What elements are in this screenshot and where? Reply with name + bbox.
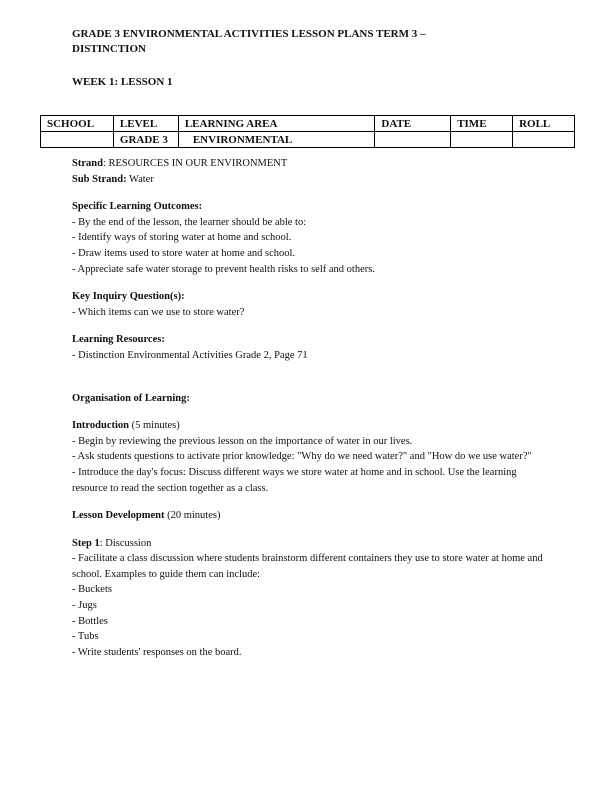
sub-strand-value: Water	[126, 173, 154, 185]
table-header-row	[41, 116, 575, 132]
list-item: - Jugs	[72, 600, 97, 612]
list-item: - Write students' responses on the board.	[72, 646, 242, 658]
resources-heading: Learning Resources:	[72, 334, 165, 346]
cell-roll	[513, 132, 575, 148]
introduction-heading: Introduction (5 minutes)	[72, 420, 180, 432]
list-item: - Ask students questions to activate prior knowledge: "Why do we need water?" and "How do we use water?"	[72, 451, 532, 463]
cell-level: GRADE 3	[113, 132, 178, 148]
sub-strand-line	[72, 172, 552, 188]
outcomes-heading: Specific Learning Outcomes:	[72, 201, 203, 213]
list-item: - Draw items used to store water at home and school.	[72, 247, 296, 259]
cell-school	[41, 132, 114, 148]
list-item: - Tubs	[72, 631, 99, 643]
header-cell-school: SCHOOL	[41, 116, 114, 132]
lesson-info-table	[40, 115, 575, 148]
cell-learning-area: ENVIRONMENTAL	[178, 132, 375, 148]
list-item: - Introduce the day's focus: Discuss different ways we store water at home and in school. Use the learning resource to read the section together as a class.	[72, 466, 517, 494]
header-cell-learning-area: LEARNING AREA	[178, 116, 375, 132]
strand-label: Strand	[72, 158, 103, 169]
inquiry-heading: Key Inquiry Question(s):	[72, 291, 185, 303]
step1-heading: Step 1: Discussion	[72, 537, 152, 549]
header-cell-time: TIME	[451, 116, 513, 132]
document-title: GRADE 3 ENVIRONMENTAL ACTIVITIES LESSON PLANS TERM 3 – DISTINCTION	[72, 28, 426, 55]
week-lesson-heading: WEEK 1: LESSON 1	[72, 76, 173, 88]
strand-value: : RESOURCES IN OUR ENVIRONMENT	[102, 158, 288, 169]
lesson-body	[72, 156, 552, 660]
header-cell-level: LEVEL	[113, 116, 178, 132]
organisation-heading: Organisation of Learning:	[72, 392, 190, 404]
list-item: - Which items can we use to store water?	[72, 306, 245, 318]
list-item: - Distinction Environmental Activities Grade 2, Page 71	[72, 349, 308, 361]
list-item: - Identify ways of storing water at home and school.	[72, 232, 292, 244]
header-cell-date: DATE	[375, 116, 451, 132]
list-item: - Facilitate a class discussion where students brainstorm different containers they use to store water at home and school. Examples to guide them can include:	[72, 553, 543, 580]
table-row	[41, 132, 575, 148]
list-item: - Bottles	[72, 615, 108, 627]
header-cell-roll: ROLL	[513, 116, 575, 132]
list-item: - Buckets	[72, 584, 112, 596]
sub-strand-label: Sub Strand:	[72, 173, 127, 185]
list-item: - Begin by reviewing the previous lesson on the importance of water in our lives.	[72, 435, 413, 447]
list-item: - By the end of the lesson, the learner should be able to:	[72, 216, 307, 228]
cell-time	[451, 132, 513, 148]
development-heading: Lesson Development (20 minutes)	[72, 510, 221, 522]
strand-line	[72, 156, 552, 172]
cell-date	[375, 132, 451, 148]
list-item: - Appreciate safe water storage to prevent health risks to self and others.	[72, 263, 375, 275]
